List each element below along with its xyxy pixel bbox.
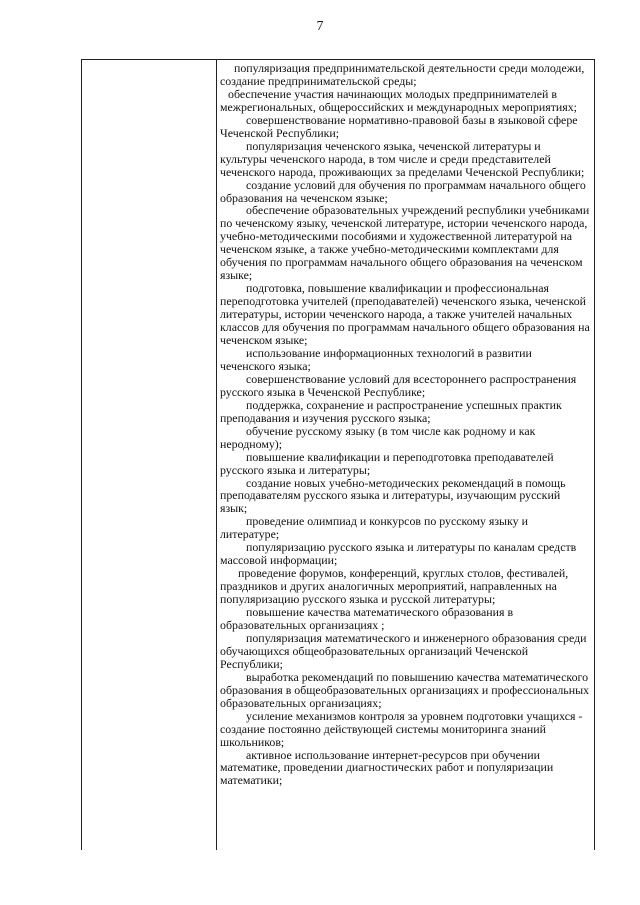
list-item: усиление механизмов контроля за уровнем подготовки учащихся - создание постоянно действующей системы мониторинга знаний школьников; bbox=[220, 708, 583, 749]
column-divider bbox=[216, 60, 217, 850]
list-item: создание новых учебно-методических рекомендаций в помощь преподавателям русского языка и литературы, изучающим русский язык; bbox=[220, 475, 566, 516]
list-item: совершенствование нормативно-правовой базы в языковой сфере Чеченской Республики; bbox=[220, 112, 578, 140]
list-item: популяризация математического и инженерного образования среди обучающихся общеобразовательных организаций Чеченской Республики; bbox=[220, 630, 587, 671]
list-item: использование информационных технологий в развитии чеченского языка; bbox=[220, 345, 532, 373]
list-item: обеспечение участия начинающих молодых предпринимателей в межрегиональных, общероссийских и международных мероприятиях; bbox=[220, 86, 577, 114]
list-item: поддержка, сохранение и распространение успешных практик преподавания и изучения русского языка; bbox=[220, 397, 562, 425]
list-item: создание условий для обучения по программам начального общего образования на чеченском языке; bbox=[220, 177, 586, 205]
list-item: совершенствование условий для всестороннего распространения русского языка в Чеченской Республике; bbox=[220, 371, 577, 399]
list-item: популяризация предпринимательской деятельности среди молодежи, создание предпринимательской среды; bbox=[220, 61, 585, 88]
list-item: выработка рекомендаций по повышению качества математического образования в общеобразовательных организациях и профессиональных образовательных организациях; bbox=[220, 669, 590, 710]
list-item: обучение русскому языку (в том числе как родному и как неродному); bbox=[220, 423, 536, 451]
document-table bbox=[81, 59, 595, 850]
list-item: популяризацию русского языка и литературы по каналам средств массовой информации; bbox=[220, 540, 577, 568]
list-item: повышение качества математического образования в образовательных организациях ; bbox=[220, 605, 514, 632]
list-item: популяризация чеченского языка, чеченской литературы и культуры чеченского народа, в том числе и среди представителей чеченского народа, проживающих за пределами Чеченской Республики; bbox=[220, 138, 585, 179]
list-item: повышение квалификации и переподготовка преподавателей русского языка и литературы; bbox=[220, 449, 554, 477]
list-item: подготовка, повышение квалификации и профессиональная переподготовка учителей (преподавателей) чеченского языка, чеченской литературы, истории чеченского народа, а также учителей начальных классов для обучения по программам начального общего образования на чеченском языке; bbox=[220, 281, 590, 348]
list-item: обеспечение образовательных учреждений республики учебниками по чеченскому языку, чеченской литературе, истории чеченского народа, учебно-методическими пособиями и художественной литературой на чеченском языке, а также учебно-методическими комплектами для обучения по программам начального общего образования на чеченском языке; bbox=[220, 203, 590, 283]
right-column-cell bbox=[220, 62, 590, 787]
page-number: 7 bbox=[316, 18, 324, 33]
list-item: проведение олимпиад и конкурсов по русскому языку и литературе; bbox=[220, 514, 528, 542]
list-item: проведение форумов, конференций, круглых столов, фестивалей, праздников и других аналогичных мероприятий, направленных на популяризацию русского языка и русской литературы; bbox=[220, 566, 569, 607]
list-item: активное использование интернет-ресурсов при обучении математике, проведении диагностических работ и популяризации математики; bbox=[220, 747, 554, 788]
